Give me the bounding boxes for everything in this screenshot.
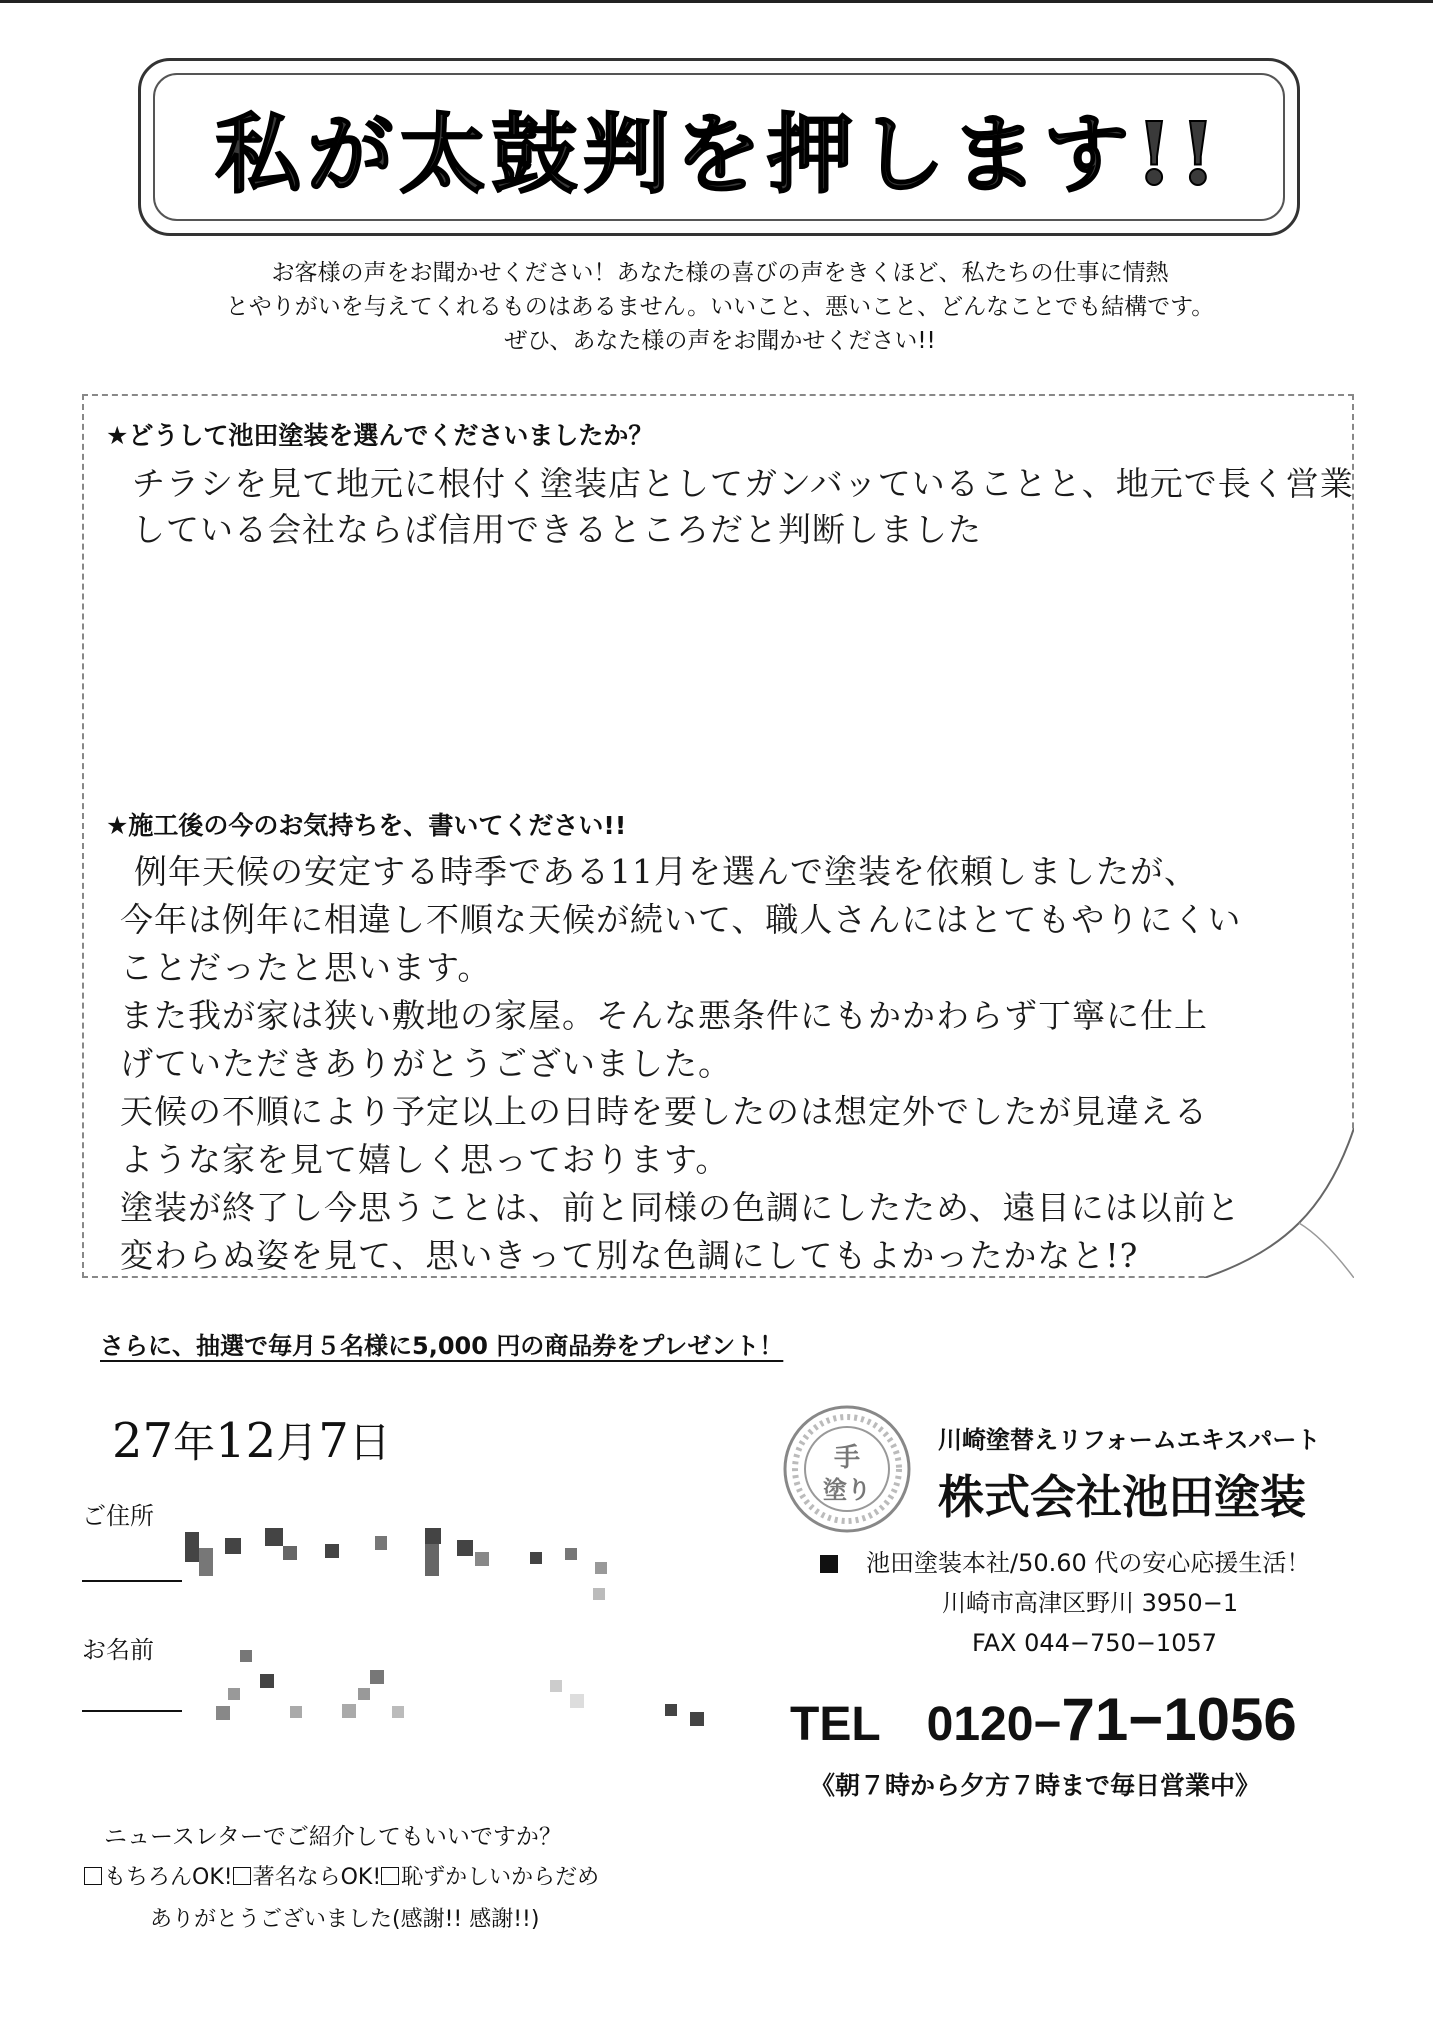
newsletter-question: ニュースレターでご紹介してもいいですか？ — [104, 1824, 562, 1850]
date-year-unit: 年 — [173, 1418, 216, 1467]
survey-box — [82, 394, 1354, 1278]
company-name: 株式会社池田塗装 — [938, 1470, 1306, 1524]
answer-2-line-9: 変わらぬ姿を見て、思いきって別な色調にしてもよかったかなと!? — [120, 1236, 1139, 1275]
business-hours: 《朝７時から夕方７時まで毎日営業中》 — [810, 1771, 1261, 1800]
company-address: 川崎市高津区野川 3950−1 — [942, 1589, 1239, 1617]
intro-line-2: とやりがいを与えてくれるものはあるません。いいこと、悪いこと、どんなことでも結構です。 — [225, 294, 1215, 320]
answer-2-line-3: ことだったと思います。 — [120, 948, 492, 987]
answer-2-line-7: ような家を見て嬉しく思っております。 — [120, 1140, 730, 1179]
answer-1-line-2: している会社ならば信用できるところだと判断しました — [132, 510, 982, 549]
date-day: 7 — [318, 1413, 349, 1469]
thanks-text: ありがとうございました(感謝!! 感謝!!) — [150, 1907, 540, 1932]
answer-2-line-4: また我が家は狭い敷地の家屋。そんな悪条件にもかかわらず丁寧に仕上 — [120, 996, 1208, 1035]
intro-text — [140, 256, 1300, 358]
seal-text-top: 手 — [833, 1443, 861, 1473]
title-banner-inner — [153, 73, 1285, 221]
address-redacted — [185, 1518, 625, 1608]
date-month: 12 — [215, 1413, 277, 1469]
intro-line-1: お客様の声をお聞かせください！あなた様の喜びの声をきくほど、私たちの仕事に情熱 — [271, 260, 1169, 286]
banner-title: 私が太鼓判を押します!! — [215, 104, 1223, 205]
company-fax: FAX 044−750−1057 — [972, 1629, 1218, 1657]
answer-2-line-8: 塗装が終了し今思うことは、前と同様の色調にしたため、遠目には以前と — [120, 1188, 1241, 1227]
name-redacted — [210, 1650, 740, 1730]
checkbox-ok[interactable] — [84, 1867, 102, 1885]
top-border-line — [0, 0, 1433, 3]
answer-1-line-1: チラシを見て地元に根付く塗装店としてガンバッていることと、地元で長く営業 — [132, 464, 1354, 503]
question-1-label: ★どうして池田塗装を選んでくださいましたか？ — [106, 421, 654, 450]
option-ok-label: もちろんOK! — [104, 1865, 233, 1890]
company-info — [820, 1543, 1310, 1663]
date-year: 27 — [112, 1413, 174, 1469]
intro-line-3: ぜひ、あなた様の声をお聞かせください!! — [504, 328, 936, 354]
answer-2-line-1: 例年天候の安定する時季である11月を選んで塗装を依頼しましたが、 — [134, 852, 1198, 891]
address-label: ご住所 — [82, 1502, 154, 1530]
name-line — [82, 1710, 182, 1712]
page-curl-icon — [1204, 1128, 1354, 1278]
date-field — [112, 1410, 391, 1470]
address-line — [82, 1580, 182, 1582]
tel-prefix: 0120− — [926, 1698, 1062, 1751]
company-tagline: 川崎塗替えリフォームエキスパート — [938, 1426, 1321, 1454]
answer-2-line-2: 今年は例年に相違し不順な天候が続いて、職人さんにはとてもやりにくい — [120, 900, 1242, 939]
title-banner — [138, 58, 1300, 236]
phone-number — [790, 1685, 1297, 1754]
checkbox-anonymous[interactable] — [233, 1867, 251, 1885]
company-slogan: 池田塗装本社/50.60 代の安心応援生活！ — [866, 1549, 1311, 1577]
date-month-unit: 月 — [276, 1418, 319, 1467]
option-anonymous-label: 著名ならOK! — [252, 1865, 382, 1890]
lottery-notice: さらに、抽選で毎月５名様に5,000 円の商品券をプレゼント！ — [100, 1332, 784, 1360]
name-label: お名前 — [82, 1636, 154, 1664]
tel-number: 71−1056 — [1061, 1686, 1297, 1753]
tel-label: TEL — [790, 1698, 881, 1751]
date-day-unit: 日 — [348, 1418, 391, 1467]
newsletter-options — [84, 1860, 599, 1891]
answer-2-line-6: 天候の不順により予定以上の日時を要したのは想定外でしたが見違える — [120, 1092, 1208, 1131]
square-bullet-icon — [820, 1555, 838, 1573]
question-2-label: ★施工後の今のお気持ちを、書いてください!! — [106, 811, 627, 840]
company-block — [938, 1420, 1320, 1527]
option-decline-label: 恥ずかしいからだめ — [401, 1865, 600, 1890]
checkbox-decline[interactable] — [381, 1867, 399, 1885]
handpaint-seal-icon — [782, 1404, 912, 1534]
seal-text-bottom: 塗り — [823, 1475, 871, 1504]
answer-2-line-5: げていただきありがとうございました。 — [120, 1044, 732, 1083]
